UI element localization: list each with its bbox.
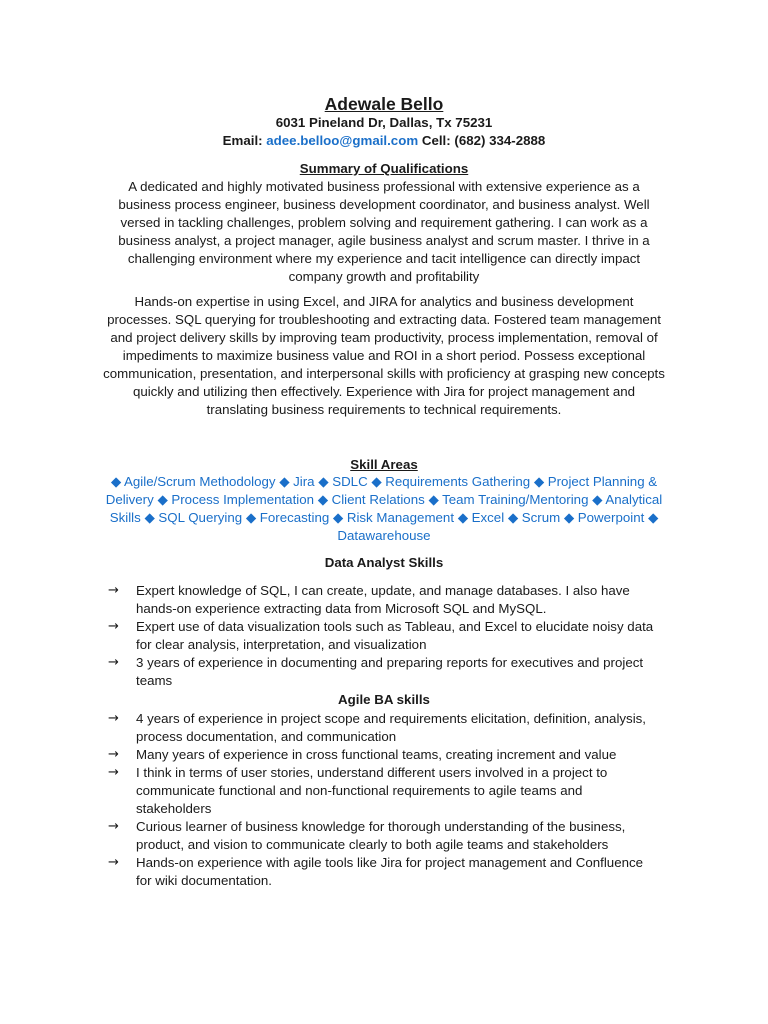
list-item (108, 746, 688, 764)
list-item-line: communicate functional and non-functional requirements to agile teams and (136, 783, 583, 798)
list-item-line: product, and vision to communicate clearly to both agile teams and stakeholders (136, 837, 609, 852)
candidate-address: 6031 Pineland Dr, Dallas, Tx 75231 (275, 115, 493, 130)
list-item (108, 654, 688, 690)
arrow-icon: → (108, 655, 119, 670)
list-item (108, 618, 688, 654)
list-item-line: 4 years of experience in project scope and requirements elicitation, definition, analysis, (136, 711, 646, 726)
arrow-icon: → (108, 619, 119, 634)
summary-p1-line: A dedicated and highly motivated business professional with extensive experience as a (128, 179, 640, 194)
skill-areas-line: Datawarehouse (337, 528, 431, 543)
skill-areas-heading: Skill Areas (350, 457, 418, 472)
agile-ba-heading: Agile BA skills (338, 692, 430, 707)
list-item-line: I think in terms of user stories, understand different users involved in a project to (136, 765, 608, 780)
summary-heading: Summary of Qualifications (299, 161, 469, 176)
skill-areas-line: ◆ Agile/Scrum Methodology ◆ Jira ◆ SDLC ◆ Requirements Gathering ◆ Project Planning & (110, 474, 658, 489)
arrow-icon: → (108, 819, 119, 834)
summary-p2-line: processes. SQL querying for troubleshooting and extracting data. Fostered team management (107, 312, 661, 327)
summary-p1-line: versed in tackling challenges, problem solving and requirement gathering. I can work as a (120, 215, 648, 230)
data-analyst-heading: Data Analyst Skills (324, 555, 444, 570)
cell-label: Cell: (421, 133, 451, 148)
list-item (108, 854, 688, 890)
list-item (108, 818, 688, 854)
summary-paragraph-2 (88, 293, 680, 419)
arrow-icon: → (108, 855, 119, 870)
summary-p2-line: translating business requirements to technical requirements. (206, 402, 562, 417)
cell-number: (682) 334-2888 (454, 133, 546, 148)
agile-ba-list (108, 710, 688, 890)
summary-p1-line: business process engineer, business development coordinator, and business analyst. Well (118, 197, 650, 212)
list-item (108, 710, 688, 746)
summary-p2-line: Hands-on expertise in using Excel, and JIRA for analytics and business development (134, 294, 634, 309)
list-item-line: Many years of experience in cross functional teams, creating increment and value (136, 747, 617, 762)
summary-p1-line: business analyst, a project manager, agile business analyst and scrum master. I thrive in a (118, 233, 650, 248)
list-item-line: for clear analysis, interpretation, and visualization (136, 637, 427, 652)
arrow-icon: → (108, 747, 119, 762)
email-link[interactable]: adee.belloo@gmail.com (266, 133, 419, 148)
list-item-line: Hands-on experience with agile tools like Jira for project management and Confluence (136, 855, 644, 870)
list-item-line: Expert knowledge of SQL, I can create, update, and manage databases. I also have (136, 583, 630, 598)
list-item (108, 582, 688, 618)
summary-p2-line: impediments to maximize business value and ROI in a short period. Possess exceptional (122, 348, 646, 363)
candidate-name: Adewale Bello (324, 94, 444, 114)
arrow-icon: → (108, 711, 119, 726)
skill-areas-list (88, 473, 680, 545)
list-item-line: process documentation, and communication (136, 729, 397, 744)
list-item-line: Curious learner of business knowledge for thorough understanding of the business, (136, 819, 626, 834)
summary-p2-line: quickly and utilizing then effectively. Experience with Jira for project management and (132, 384, 636, 399)
contact-line (0, 132, 768, 150)
skill-areas-line: Skills ◆ SQL Querying ◆ Forecasting ◆ Risk Management ◆ Excel ◆ Scrum ◆ Powerpoint ◆ (109, 510, 659, 525)
list-item-line: Expert use of data visualization tools such as Tableau, and Excel to elucidate noisy data (136, 619, 654, 634)
list-item (108, 764, 688, 818)
list-item-line: hands-on experience extracting data from Microsoft SQL and MySQL. (136, 601, 547, 616)
summary-p2-line: and project delivery skills by improving team productivity, process implementation, removal of (110, 330, 658, 345)
email-label: Email: (222, 133, 263, 148)
skill-areas-line: Delivery ◆ Process Implementation ◆ Client Relations ◆ Team Training/Mentoring ◆ Analytical (105, 492, 663, 507)
summary-p2-line: communication, presentation, and interpersonal skills with proficiency at grasping new concepts (103, 366, 665, 381)
data-analyst-list (108, 582, 688, 690)
summary-p1-line: challenging environment where my experience and tacit intelligence can directly impact (127, 251, 641, 266)
summary-p1-line: company growth and profitability (288, 269, 480, 284)
list-item-line: for wiki documentation. (136, 873, 272, 888)
list-item-line: stakeholders (136, 801, 212, 816)
arrow-icon: → (108, 583, 119, 598)
arrow-icon: → (108, 765, 119, 780)
list-item-line: teams (136, 673, 173, 688)
summary-paragraph-1 (88, 178, 680, 286)
list-item-line: 3 years of experience in documenting and preparing reports for executives and project (136, 655, 644, 670)
